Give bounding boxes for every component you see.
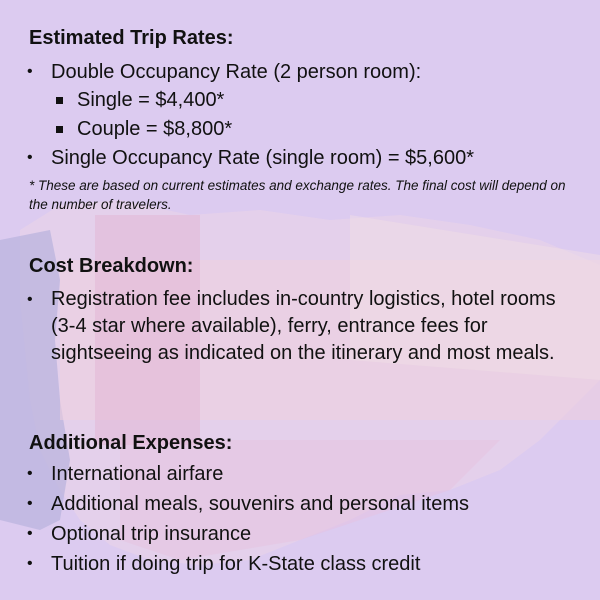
expense-text: Optional trip insurance bbox=[51, 523, 252, 545]
additional-expenses-heading: Additional Expenses: bbox=[29, 432, 233, 454]
square-bullet-icon bbox=[56, 126, 63, 133]
bullet-icon: • bbox=[27, 525, 33, 542]
expense-text: Additional meals, souvenirs and personal items bbox=[51, 493, 469, 515]
bullet-icon: • bbox=[27, 465, 33, 482]
rates-footnote: * These are based on current estimates and exchange rates. The final cost will depend on the number of travelers. bbox=[29, 178, 566, 212]
single-price-text: Single = $4,400* bbox=[77, 89, 225, 111]
cost-breakdown-heading: Cost Breakdown: bbox=[29, 255, 194, 277]
bullet-icon: • bbox=[27, 291, 33, 308]
double-occupancy-text: Double Occupancy Rate (2 person room): bbox=[51, 61, 422, 83]
expense-text: International airfare bbox=[51, 463, 224, 485]
expense-text: Tuition if doing trip for K-State class credit bbox=[51, 553, 421, 575]
couple-price-text: Couple = $8,800* bbox=[77, 118, 233, 140]
trip-rates-heading: Estimated Trip Rates: bbox=[29, 27, 234, 49]
bullet-icon: • bbox=[27, 495, 33, 512]
single-occupancy-text: Single Occupancy Rate (single room) = $5,600* bbox=[51, 147, 475, 169]
bullet-icon: • bbox=[27, 63, 33, 80]
bullet-icon: • bbox=[27, 555, 33, 572]
bullet-icon: • bbox=[27, 149, 33, 166]
registration-fee-text: Registration fee includes in-country logistics, hotel rooms (3-4 star where available), ferry, entrance fees for sightseeing as indicated on the itinerary and most meals. bbox=[51, 288, 556, 364]
square-bullet-icon bbox=[56, 97, 63, 104]
